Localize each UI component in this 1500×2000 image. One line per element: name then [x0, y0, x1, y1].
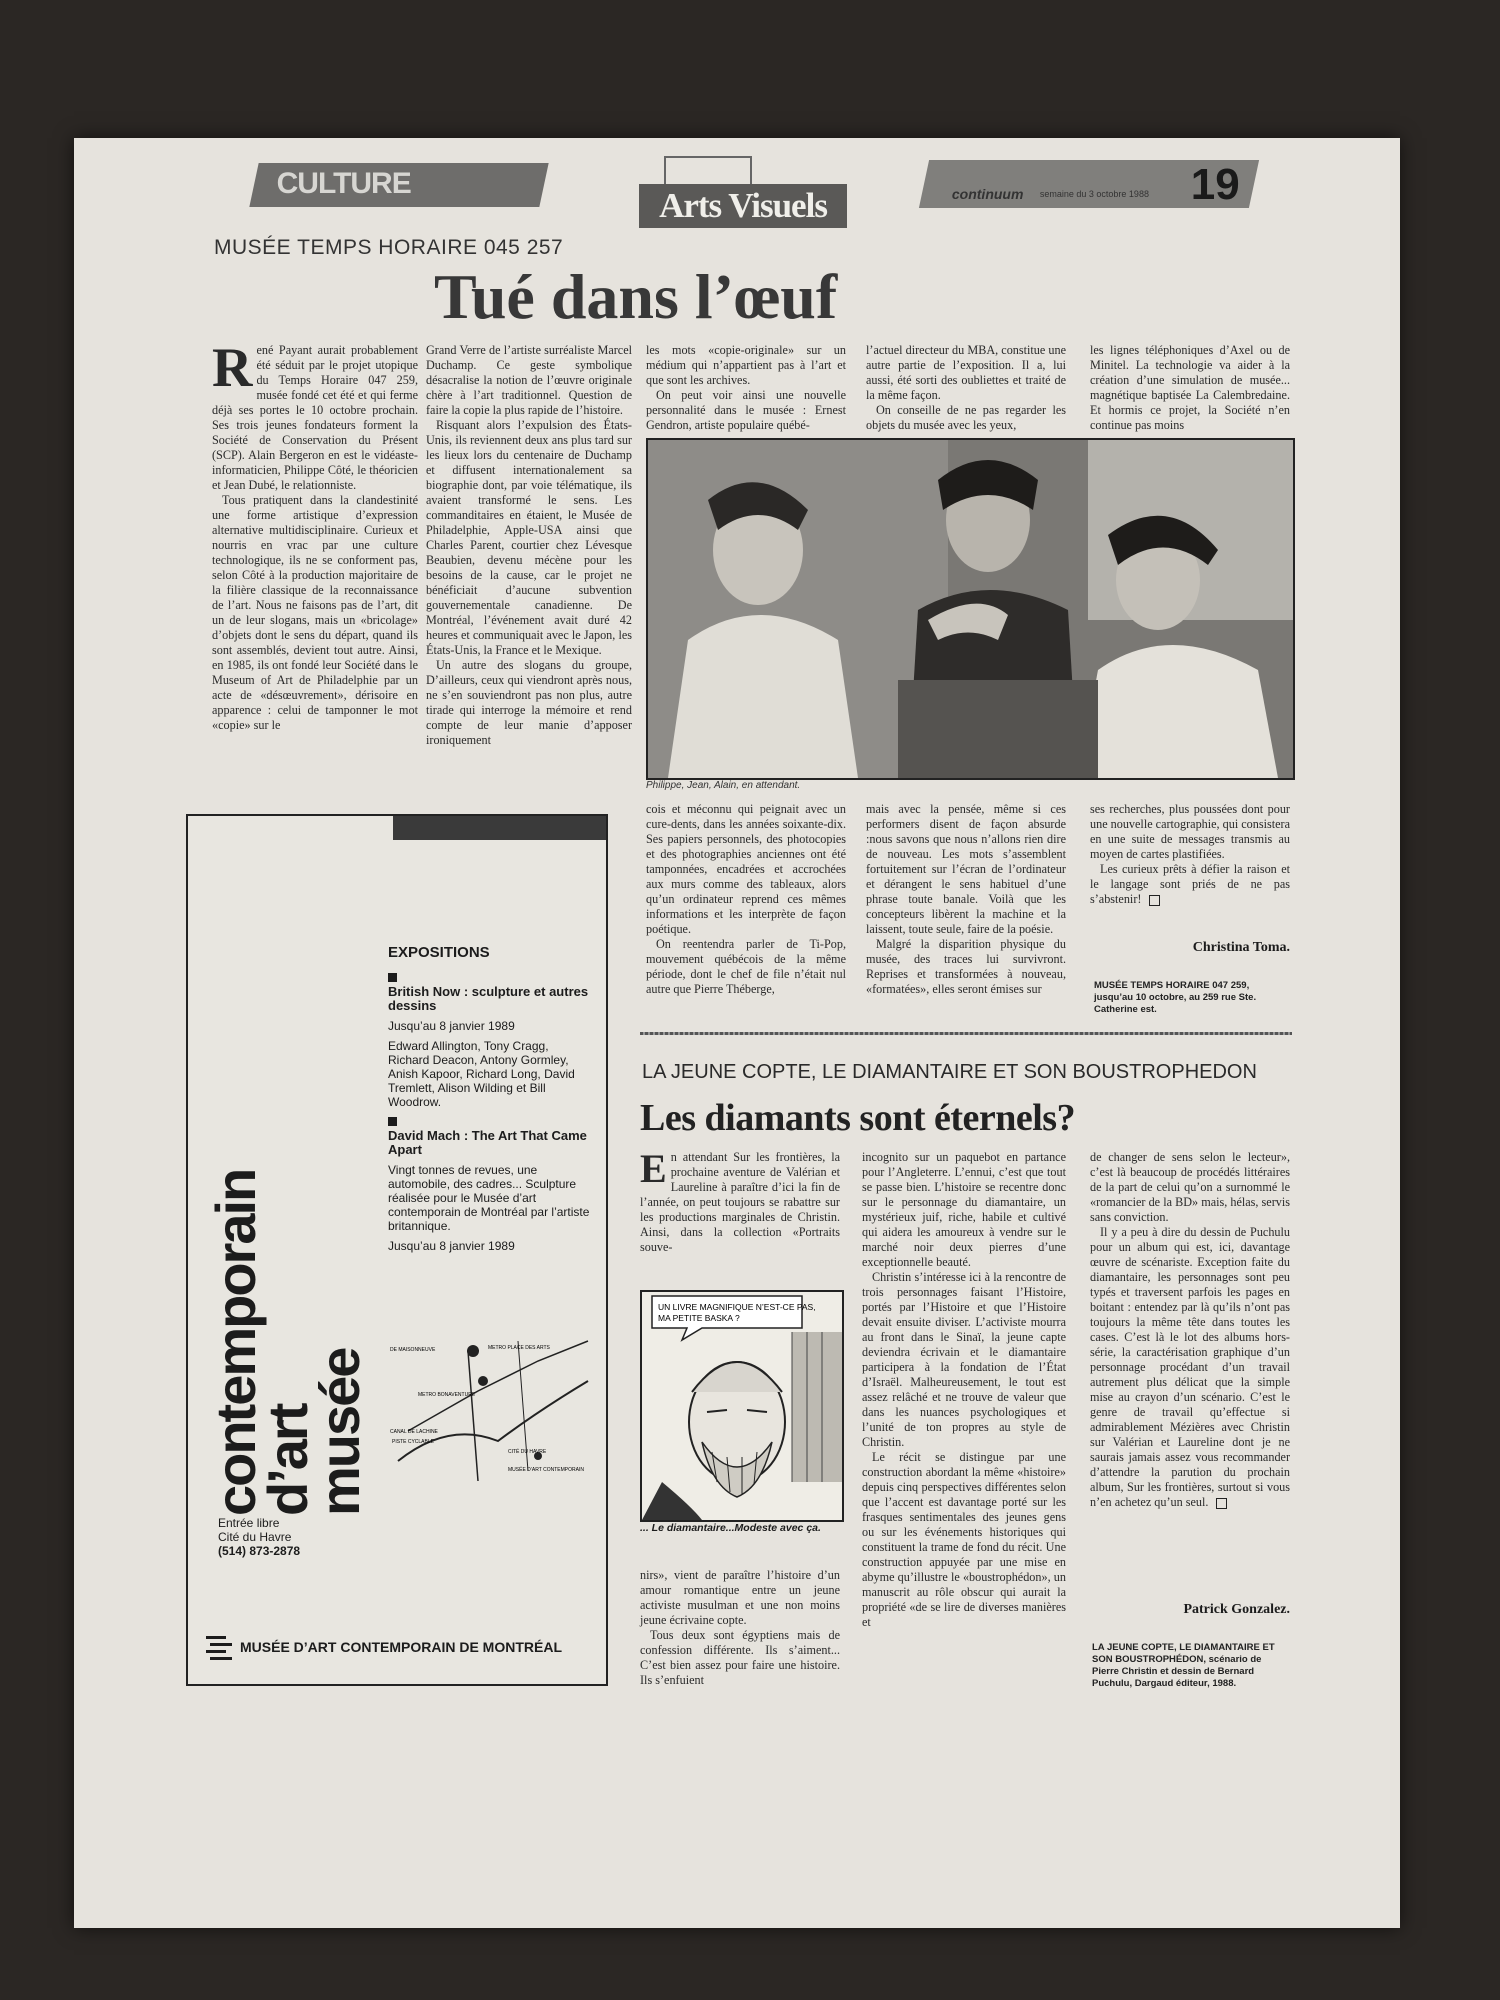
page-number: 19 [1190, 160, 1240, 209]
exhibition-2-title: David Mach : The Art That Came Apart [388, 1128, 587, 1157]
article1-column-4-lower [866, 802, 1066, 997]
article2-column-1 [640, 1146, 840, 1255]
dropcap: E [640, 1146, 667, 1191]
ad-footer [206, 1634, 562, 1663]
article1-col4-p2: On conseille de ne pas regarder les objets du musée avec les yeux, [866, 403, 1066, 432]
ad-top-bar [393, 816, 606, 840]
map-label-3: METRO BONAVENTURE [418, 1392, 476, 1398]
article1-photo [646, 438, 1295, 780]
article1-col4-lower-p1: mais avec la pensée, même si ces performers disent de façon absurde :nous savons que nous n’allons rien dire de nouveau. Les mots s’assemblent fortuitement sur l’écran de l’ordinateur et dérangent le sens habituel d’une phrase toute banale. Voilà que les concepteurs libèrent la machine et la laissent, toute seule, faire de la poésie. [866, 802, 1066, 936]
article2-closing-text: Il y a peu à dire du dessin de Puchulu pour un album qui est, ici, davantage œuvre de scénariste. Exception faite du diamantaire, les personnages sont peu typés et traversent parfois les pages en boitant : entendez par là qu’ils n’ont pas toujours la même tête dans toutes les cases. C’est là le lot des albums hors-série, la caractérisation graphique d’un personnage procédant d’un travail autrement plus délicat que la simple mise au crayon d’un scénario. C’est le genre de travail qu’effectue si admirablement Mézières avec Christin sur Valérian et Laureline dont je ne saurais jamais assez vous recommander d’attendre la parution du prochain album, Sur les frontières, surtout si vous n’en achetez qu’un seul. [1090, 1225, 1290, 1509]
article2-column-2 [862, 1150, 1066, 1630]
wordmark-line-1: musée [308, 1348, 371, 1516]
map-label-7: MUSÉE D’ART CONTEMPORAIN [508, 1467, 584, 1473]
article1-column-4 [866, 343, 1066, 433]
article2-col3-p1: de changer de sens selon le lecteur», c’est là beaucoup de procédés littéraires de la part de celui qu’on a surnommé le «romancier de la BD» mais, hélas, servis sans conviction. [1090, 1150, 1290, 1224]
map-label-5: PISTE CYCLABLE [392, 1439, 434, 1445]
ad-contact [218, 1516, 300, 1558]
article1-col4-lower-p2: Malgré la disparition physique du musée, des traces lui survivront. Reprises et transformées à nouveau, «formatées», elles seront émises sur [866, 937, 1066, 996]
article1-col4-p1: l’actuel directeur du MBA, constitue une autre partie de l’exposition. Il a, lui aussi, été sorti des oubliettes et traité de la même façon. [866, 343, 1066, 402]
publication-name: continuum [951, 186, 1024, 202]
map-label-4: CANAL DE LACHINE [390, 1429, 438, 1435]
article1-photo-caption: Philippe, Jean, Alain, en attendant. [646, 780, 801, 791]
map-label-6: CITÉ DU HAVRE [508, 1449, 547, 1455]
location-map [388, 1321, 598, 1481]
article2-infobox: LA JEUNE COPTE, LE DIAMANTAIRE ET SON BOUSTROPHÉDON, scénario de Pierre Christin et dessin de Bernard Puchulu, Dargaud éditeur, 1988. [1092, 1642, 1275, 1689]
article1-col1-p1: ené Payant aurait probablement été séduit par le projet utopique du Temps Horaire 047 259, musée fondé cet été et qui ferme déjà ses portes le 10 octobre prochain. Ses trois jeunes fondateurs forment la Société de Conservation du Présent (SCP). Alain Bergeron en est le vidéaste-informaticien, Philippe Côté, le théoricien et Jean Dubé, le relationniste. [212, 343, 418, 492]
museum-logo-icon [206, 1634, 232, 1663]
wordmark-line-3: contemporain [204, 1169, 267, 1516]
exhibition-1-title: British Now : sculpture et autres dessins [388, 984, 589, 1013]
article2-col2-p2: Christin s’intéresse ici à la rencontre de trois personnages faisant l’Histoire, portés par l’Histoire et que l’Histoire devait ensuite diviser. L’activiste mourra au front dans le Sinaï, la jeune capte deviendra écrivain et le diamantaire participera à la fondation de l’État d’Israël. Malheureusement, le tout est assez relâché et ne trouve de valeur que dans les nuances psychologiques et l’unité de ton propres au style de Christin. [862, 1270, 1066, 1449]
section-banner [249, 163, 548, 207]
article2-col1-lower-p1: nirs», vient de paraître l’histoire d’un amour romantique entre un jeune activiste musulman et une non moins jeune écrivaine copte. [640, 1568, 840, 1627]
article2-kicker: LA JEUNE COPTE, LE DIAMANTAIRE ET SON BOUSTROPHEDON [642, 1061, 1257, 1083]
museum-advertisement [186, 814, 608, 1686]
section-divider [640, 1032, 1292, 1035]
article1-column-3 [646, 343, 846, 433]
article1-col5-p1: les lignes téléphoniques d’Axel ou de Minitel. La technologie va aider à la création d’une simulation de musée... magnétique baptisée La Calembredaine. Et hormis ce projet, la Société n’en continue pas moins [1090, 343, 1290, 432]
comic-panel [640, 1290, 844, 1522]
article1-closing-text: Les curieux prêts à défier la raison et le langage sont priés de ne pas s’abstenir! [1090, 862, 1290, 906]
end-mark-icon [1216, 1498, 1227, 1509]
article1-kicker: MUSÉE TEMPS HORAIRE 045 257 [214, 236, 564, 259]
article2-col1-lower-p2: Tous deux sont égyptiens mais de confession différente. Ils s’aiment... C’est bien assez pour faire une histoire. Ils s’enfuient [640, 1628, 840, 1687]
article2-col3-p2 [1090, 1225, 1290, 1510]
map-label-2: METRO PLACE DES ARTS [488, 1345, 550, 1351]
article1-col3-p1: les mots «copie-originale» sur un médium qui n’appartient pas à l’art et que sont les archives. [646, 343, 846, 387]
location-text: Cité du Havre [218, 1530, 292, 1544]
ad-vertical-wordmark [204, 1169, 371, 1516]
article1-col1-p2: Tous pratiquent dans la clandestinité une forme artistique d’expression alternative multidisciplinaire. Curieux et nourris en vrac par une culture technologique, ils ne se conforment pas, selon Côté à la production majoritaire de la filière classique de la reconnaissance de l’art. Nous ne faisons pas de l’art, dit un de leur slogans, mais un «bricolage» d’objets dont le sens du départ, quand ils sont assemblés, devient tout autre. Ainsi, en 1985, ils ont fondé leur Société dans le Museum of Art de Philadelphie par un acte de «désœuvrement», dérisoire en apparence : celui de tamponner le mot «copie» sur le [212, 493, 418, 732]
article1-column-2 [426, 343, 632, 748]
bullet-square-icon [388, 973, 397, 982]
article2-title: Les diamants sont éternels? [640, 1097, 1076, 1139]
end-mark-icon [1149, 895, 1160, 906]
article1-author: Christina Toma. [1192, 940, 1290, 955]
issue-date: semaine du 3 octobre 1988 [1039, 189, 1149, 199]
article1-col5-lower-p1: ses recherches, plus poussées dont pour une nouvelle cartographie, qui consistera en une suite de messages transmis au moyen de cartes plastifiées. [1090, 802, 1291, 861]
exhibition-1-artists: Edward Allington, Tony Cragg, Richard Deacon, Antony Gormley, Anish Kapoor, Richard Long, David Tremlett, Alison Wilding et Bill Woodrow. [388, 1039, 575, 1109]
bullet-square-icon [388, 1117, 397, 1126]
article1-col2-p1: Grand Verre de l’artiste surréaliste Marcel Duchamp. Ce geste symbolique désacralise la notion de l’œuvre originale chère à l’art traditionnel. Question de faire la copie la plus rapide de l’histoire. [426, 343, 632, 417]
exhibitions-heading: EXPOSITIONS [388, 944, 490, 961]
article1-column-1 [212, 337, 418, 733]
article2-col2-p1: incognito sur un paquebot en partance pour l’Angleterre. L’ennui, c’est que tout se passe bien. L’histoire se recentre donc sur le personnage du diamantaire, un mystérieux juif, riche, habile et cultivé qui aidera les amoureux à vendre sur le marché noir deux pierres d’une exceptionnelle beauté. [862, 1150, 1066, 1269]
article1-col3-lower-p1: cois et méconnu qui peignait avec un cure-dents, dans les années soixante-dix. Ses papiers personnels, des photocopies et des photographies anciennes ont été tamponnées, encadrées et accrochées aux murs comme des tableaux, alors qu’un ordinateur reprend ces mêmes informations et les interprète de façon poétique. [646, 802, 846, 936]
article1-col2-p2: Risquant alors l’expulsion des États-Unis, ils reviennent deux ans plus tard sur les lieux lors du centenaire de Duchamp et diffusent internationalement sa biographie dont, par voie télématique, ils avaient transformé le sens. Les commanditaires en étaient, le Musée de Philadelphie, Apple-USA ainsi que Charles Parent, courtier chez Lévesque Beaubien, devenu mécène pour les besoins de la cause, car le projet ne bénéficiait d’aucune subvention gouvernementale canadienne. De Montréal, l’événement avait duré 42 heures et communiquait avec le Japon, les États-Unis, la France et le Mexique. [426, 418, 632, 657]
article1-column-3-lower [646, 802, 846, 997]
map-label-1: DE MAISONNEUVE [390, 1347, 436, 1353]
section-label: CULTURE [276, 167, 411, 200]
article1-column-5-lower [1090, 802, 1290, 907]
comic-illustration [642, 1292, 842, 1520]
masthead-banner [919, 160, 1259, 208]
article1-infobox: MUSÉE TEMPS HORAIRE 047 259, jusqu’au 10 octobre, au 259 rue Ste. Catherine est. [1094, 980, 1257, 1015]
article1-col2-p3: Un autre des slogans du groupe, D’ailleurs, ceux qui viendront après nous, ne s’en souviendront pas non plus, autre tirade qui interroge la mémoire et rend compte de leur manie d’apposer ironiquement [426, 658, 632, 747]
article2-author: Patrick Gonzalez. [1183, 1602, 1290, 1617]
article1-col5-lower-p2 [1090, 862, 1290, 907]
group-portrait-image [648, 440, 1293, 778]
article1-col3-p2: On peut voir ainsi une nouvelle personnalité dans le musée : Ernest Gendron, artiste populaire québé- [646, 388, 846, 432]
newspaper-page [74, 138, 1400, 1928]
admission-text: Entrée libre [218, 1516, 280, 1530]
article2-col1-p1: n attendant Sur les frontières, la prochaine aventure de Valérian et Laureline à paraître d’ici la fin de l’année, on peut toujours se rabattre sur les productions marginales de Christin. Ainsi, dans la collection «Portraits souve- [640, 1150, 840, 1254]
wordmark-line-2: d’art [256, 1404, 319, 1516]
article1-col3-lower-p2: On reentendra parler de Ti-Pop, mouvement québécois de la même période, dont le chef de file n’était nul autre que Pierre Théberge, [646, 937, 846, 996]
article2-column-1-lower [640, 1568, 840, 1688]
phone-number: (514) 873-2878 [218, 1544, 301, 1558]
article2-column-3 [1090, 1150, 1290, 1510]
ad-footer-text: MUSÉE D’ART CONTEMPORAIN DE MONTRÉAL [240, 1639, 562, 1656]
exhibition-2-dates: Jusqu’au 8 janvier 1989 [388, 1239, 515, 1253]
ad-exhibitions [388, 944, 593, 1259]
article1-column-5 [1090, 343, 1290, 433]
article1-title: Tué dans l’œuf [434, 261, 838, 332]
rubric-label: Arts Visuels [639, 184, 847, 228]
comic-caption: ... Le diamantaire...Modeste avec ça. [640, 1522, 821, 1534]
speech-bubble-line-1: UN LIVRE MAGNIFIQUE N’EST-CE PAS, MA PETITE BASKA ? [658, 1302, 816, 1323]
exhibition-2-description: Vingt tonnes de revues, une automobile, des cadres... Sculpture réalisée pour le Musée d’art contemporain de Montréal par l’artiste britannique. [388, 1163, 590, 1233]
dropcap: R [212, 337, 253, 399]
article2-col2-p3: Le récit se distingue par une construction abordant la même «histoire» depuis cinq perspectives différentes selon que l’accent est davantage porté sur les frasques sentimentales des jeunes gens ou sur les événements historiques qui constituent la trame de fond du récit. Une construction appuyée par une mise en abyme qu’illustre le «boustrophédon», un manuscrit au rôle obscur qui aurait la propriété «de se lire de diverses manières et [862, 1450, 1066, 1629]
exhibition-1-dates: Jusqu’au 8 janvier 1989 [388, 1019, 515, 1033]
